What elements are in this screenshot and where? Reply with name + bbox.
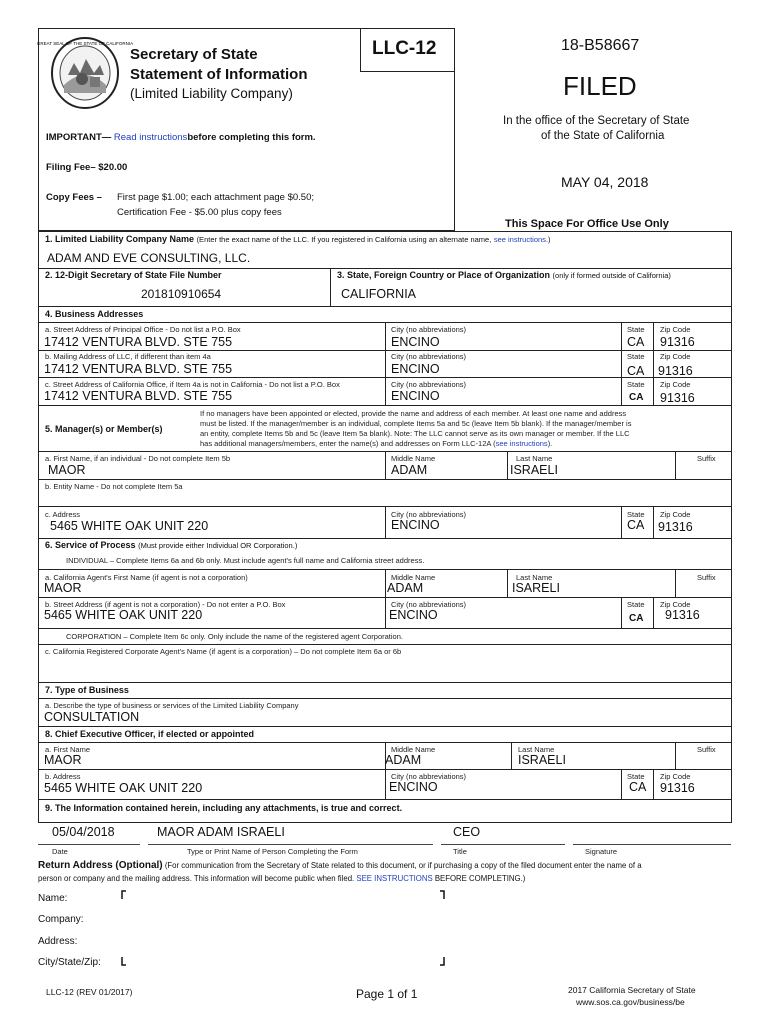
item3-label-text: 3. State, Foreign Country or Place of Organization bbox=[337, 270, 551, 280]
return-csz-label: City/State/Zip: bbox=[38, 957, 101, 968]
item6a-label: a. California Agent's First Name (if agent is not a corporation) bbox=[45, 573, 248, 582]
item1-instructions-link[interactable]: see instructions bbox=[493, 235, 546, 244]
item6a-last-value[interactable]: ISARELI bbox=[512, 581, 560, 595]
item6b-zip-value[interactable]: 91316 bbox=[665, 608, 700, 622]
filed-date: MAY 04, 2018 bbox=[561, 174, 649, 190]
divider bbox=[38, 726, 732, 727]
signer-title-value[interactable]: CEO bbox=[453, 825, 481, 839]
divider bbox=[621, 769, 622, 799]
footer-form-rev: LLC-12 (REV 01/2017) bbox=[46, 987, 133, 997]
copy-fees-line2: Certification Fee - $5.00 plus copy fees bbox=[117, 207, 282, 218]
item8a-middle-value[interactable]: ADAM bbox=[385, 753, 422, 767]
item6b-state-value[interactable]: CA bbox=[629, 613, 644, 624]
item8b-city-label: City (no abbreviations) bbox=[391, 772, 467, 781]
item4c-zip-label: Zip Code bbox=[660, 380, 691, 389]
item6-individual: INDIVIDUAL – Complete Items 6a and 6b only. Must include agent's full name and California street address. bbox=[66, 556, 425, 565]
divider bbox=[385, 597, 386, 628]
item5-note-1: If no managers have been appointed or elected, provide the name and address of each member. At least one name and address bbox=[200, 409, 627, 418]
header-title-2: Statement of Information bbox=[130, 66, 308, 83]
file-number-value[interactable]: 201810910654 bbox=[141, 287, 222, 301]
important-rest: before completing this form. bbox=[187, 132, 316, 143]
return-text-1: (For communication from the Secretary of State related to this document, or if purchasing a copy of the filed document enter the name of a bbox=[164, 861, 642, 870]
filed-stamp: FILED bbox=[563, 71, 637, 101]
divider bbox=[507, 451, 508, 479]
item5a-first-value[interactable]: MAOR bbox=[48, 463, 86, 477]
item4c-city-value[interactable]: ENCINO bbox=[391, 389, 440, 403]
return-address-text-2 bbox=[38, 875, 525, 883]
item6-label-text: 6. Service of Process bbox=[45, 540, 136, 550]
item5a-middle-value[interactable]: ADAM bbox=[391, 463, 428, 477]
item4b-zip-value[interactable]: 91316 bbox=[658, 364, 693, 378]
return-address-label: Address: bbox=[38, 936, 78, 947]
divider bbox=[675, 451, 676, 479]
item5-label: 5. Manager(s) or Member(s) bbox=[45, 424, 163, 434]
divider bbox=[385, 569, 386, 597]
item8a-last-value[interactable]: ISRAELI bbox=[518, 753, 566, 767]
item7a-label: a. Describe the type of business or services of the Limited Liability Company bbox=[45, 701, 299, 710]
header-title-3: (Limited Liability Company) bbox=[130, 86, 293, 101]
item4a-zip-label: Zip Code bbox=[660, 325, 691, 334]
item5c-state-value[interactable]: CA bbox=[627, 518, 645, 532]
divider bbox=[38, 306, 732, 307]
item6-label bbox=[45, 541, 297, 550]
item8b-address-value[interactable]: 5465 WHITE OAK UNIT 220 bbox=[44, 781, 203, 795]
item8a-first-value[interactable]: MAOR bbox=[44, 753, 82, 767]
file-number: 18-B58667 bbox=[561, 37, 640, 54]
return-address-heading bbox=[38, 861, 642, 871]
item4c-street-value[interactable]: 17412 VENTURA BLVD. STE 755 bbox=[44, 389, 233, 403]
divider bbox=[38, 479, 732, 480]
item8a-last-label: Last Name bbox=[518, 745, 555, 754]
item4-label: 4. Business Addresses bbox=[45, 309, 144, 319]
item9-label: 9. The Information contained herein, including any attachments, is true and correct. bbox=[45, 803, 403, 813]
item6b-label: b. Street Address (if agent is not a corporation) - Do not enter a P.O. Box bbox=[45, 600, 286, 609]
item4b-city-label: City (no abbreviations) bbox=[391, 352, 467, 361]
item5c-label: c. Address bbox=[45, 510, 81, 519]
business-type-value[interactable]: CONSULTATION bbox=[44, 710, 140, 724]
llc-name-value[interactable]: ADAM AND EVE CONSULTING, LLC. bbox=[47, 251, 251, 265]
item8b-label: b. Address bbox=[45, 772, 81, 781]
divider bbox=[38, 644, 732, 645]
divider bbox=[38, 377, 732, 378]
divider bbox=[330, 268, 331, 306]
item4a-street-value[interactable]: 17412 VENTURA BLVD. STE 755 bbox=[44, 335, 233, 349]
item6a-middle-label: Middle Name bbox=[391, 573, 436, 582]
filing-fee: Filing Fee– $20.00 bbox=[46, 162, 128, 173]
item5a-last-label: Last Name bbox=[516, 454, 553, 463]
item6b-zip-label: Zip Code bbox=[660, 600, 691, 609]
name-line bbox=[148, 844, 433, 845]
divider bbox=[385, 322, 386, 405]
item4a-state-value[interactable]: CA bbox=[627, 335, 645, 349]
item5-note-4-text: has additional managers/members, enter the name(s) and addresses on Form LLC-12A ( bbox=[200, 439, 496, 448]
item4c-state-label: State bbox=[627, 380, 645, 389]
divider bbox=[507, 569, 508, 597]
item6a-suffix-label: Suffix bbox=[697, 573, 716, 582]
item4a-city-value[interactable]: ENCINO bbox=[391, 335, 440, 349]
item1-note: (Enter the exact name of the LLC. If you registered in California using an alternate name, bbox=[196, 235, 492, 244]
office-line1: In the office of the Secretary of State bbox=[503, 115, 690, 127]
divider bbox=[621, 322, 622, 405]
divider bbox=[38, 628, 732, 629]
item4a-zip-value[interactable]: 91316 bbox=[660, 335, 695, 349]
divider bbox=[385, 451, 386, 479]
item6b-city-label: City (no abbreviations) bbox=[391, 600, 467, 609]
item4a-city-label: City (no abbreviations) bbox=[391, 325, 467, 334]
divider bbox=[385, 769, 386, 799]
item5c-address-value[interactable]: 5465 WHITE OAK UNIT 220 bbox=[50, 519, 209, 533]
item4c-label: c. Street Address of California Office, if Item 4a is not in California - Do not list a P.O. Box bbox=[45, 380, 340, 389]
item3-label bbox=[337, 271, 671, 280]
divider bbox=[38, 350, 732, 351]
divider bbox=[675, 569, 676, 597]
divider bbox=[38, 405, 732, 406]
return-text-2: person or company and the mailing address. This information will become public when filed. bbox=[38, 874, 355, 883]
return-text-end: BEFORE COMPLETING.) bbox=[434, 874, 526, 883]
item8b-state-value[interactable]: CA bbox=[629, 780, 647, 794]
divider bbox=[653, 506, 654, 538]
title-caption: Title bbox=[453, 847, 467, 856]
item4b-city-value[interactable]: ENCINO bbox=[391, 362, 440, 376]
divider bbox=[38, 682, 732, 683]
item8b-zip-label: Zip Code bbox=[660, 772, 691, 781]
office-use-only: This Space For Office Use Only bbox=[505, 218, 669, 230]
date-caption: Date bbox=[52, 847, 68, 856]
item5-instructions-link[interactable]: see instructions bbox=[495, 439, 548, 448]
item5a-label: a. First Name, if an individual - Do not complete Item 5b bbox=[45, 454, 231, 463]
divider bbox=[621, 597, 622, 628]
divider bbox=[653, 322, 654, 405]
divider bbox=[38, 268, 732, 269]
office-line2: of the State of California bbox=[541, 130, 665, 142]
item5c-zip-label: Zip Code bbox=[660, 510, 691, 519]
item4c-state-value[interactable]: CA bbox=[629, 392, 644, 403]
divider bbox=[653, 597, 654, 628]
svg-text:GREAT SEAL OF THE STATE OF CAL: GREAT SEAL OF THE STATE OF CALIFORNIA bbox=[36, 41, 134, 46]
item5c-city-value[interactable]: ENCINO bbox=[391, 518, 440, 532]
footer-copyright: 2017 California Secretary of State bbox=[568, 985, 696, 995]
item5b-label: b. Entity Name - Do not complete Item 5a bbox=[45, 482, 183, 491]
title-line bbox=[441, 844, 565, 845]
read-instructions-link[interactable]: Read instructions bbox=[113, 132, 188, 143]
item6a-first-value[interactable]: MAOR bbox=[44, 581, 82, 595]
return-company-label: Company: bbox=[38, 914, 84, 925]
divider bbox=[38, 799, 732, 800]
item5-note-3: an entity, complete Items 5b and 5c (leave Item 5a blank). Note: The LLC cannot serve as its own manager or member. If the LLC bbox=[200, 429, 630, 438]
item6c-label: c. California Registered Corporate Agent's Name (if agent is a corporation) – Do not complete Item 6a or 6b bbox=[45, 647, 402, 656]
divider bbox=[511, 742, 512, 769]
footer-page: Page 1 of 1 bbox=[356, 987, 418, 1001]
item5-note-end: ). bbox=[547, 439, 553, 448]
header-title-1: Secretary of State bbox=[130, 46, 258, 63]
item4a-label: a. Street Address of Principal Office - Do not list a P.O. Box bbox=[45, 325, 241, 334]
item4b-zip-label: Zip Code bbox=[660, 352, 691, 361]
divider bbox=[621, 506, 622, 538]
item4b-street-value[interactable]: 17412 VENTURA BLVD. STE 755 bbox=[44, 362, 233, 376]
item5a-suffix-label: Suffix bbox=[697, 454, 716, 463]
item5-note-2: must be listed. If the manager/member is an individual, complete Items 5a and 5c (leave Item 5b blank). If the manager/member is bbox=[200, 419, 632, 428]
footer-url[interactable]: www.sos.ca.gov/business/be bbox=[576, 997, 685, 1007]
state-seal-logo bbox=[36, 35, 134, 111]
divider bbox=[675, 742, 676, 769]
return-address-field[interactable] bbox=[120, 889, 450, 971]
return-name-label: Name: bbox=[38, 893, 68, 904]
return-heading-text: Return Address (Optional) bbox=[38, 860, 163, 871]
item5c-city-label: City (no abbreviations) bbox=[391, 510, 467, 519]
divider bbox=[385, 506, 386, 538]
signer-name-value[interactable]: MAOR ADAM ISRAELI bbox=[157, 825, 285, 839]
item5c-zip-value[interactable]: 91316 bbox=[658, 520, 693, 534]
organization-place-value[interactable]: CALIFORNIA bbox=[341, 287, 417, 301]
divider bbox=[653, 769, 654, 799]
item5a-last-value[interactable]: ISRAELI bbox=[510, 463, 558, 477]
item8b-state-label: State bbox=[627, 772, 645, 781]
item3-note: (only if formed outside of California) bbox=[552, 271, 671, 280]
item8a-label: a. First Name bbox=[45, 745, 91, 754]
important-line bbox=[46, 132, 316, 143]
form-code: LLC-12 bbox=[372, 38, 437, 59]
item6b-city-value[interactable]: ENCINO bbox=[389, 608, 438, 622]
item7-label: 7. Type of Business bbox=[45, 685, 129, 695]
item5a-middle-label: Middle Name bbox=[391, 454, 436, 463]
item6b-address-value[interactable]: 5465 WHITE OAK UNIT 220 bbox=[44, 608, 203, 622]
item8a-middle-label: Middle Name bbox=[391, 745, 436, 754]
item4b-state-label: State bbox=[627, 352, 645, 361]
item1-label bbox=[45, 235, 551, 244]
item1-note-end: .) bbox=[545, 235, 551, 244]
item8-label: 8. Chief Executive Officer, if elected or appointed bbox=[45, 729, 255, 739]
item5c-state-label: State bbox=[627, 510, 645, 519]
signature-caption: Signature bbox=[585, 847, 618, 856]
signature-date-value[interactable]: 05/04/2018 bbox=[52, 825, 115, 839]
item6-note: (Must provide either Individual OR Corporation.) bbox=[138, 541, 298, 550]
item4b-state-value[interactable]: CA bbox=[627, 364, 645, 378]
copy-fees-line1: First page $1.00; each attachment page $0.50; bbox=[117, 192, 314, 203]
item6a-last-label: Last Name bbox=[516, 573, 553, 582]
item8b-zip-value[interactable]: 91316 bbox=[660, 781, 695, 795]
item4b-label: b. Mailing Address of LLC, if different than item 4a bbox=[45, 352, 211, 361]
item2-label: 2. 12-Digit Secretary of State File Number bbox=[45, 270, 222, 280]
date-line bbox=[38, 844, 140, 845]
item8a-suffix-label: Suffix bbox=[697, 745, 716, 754]
signature-line[interactable] bbox=[573, 844, 731, 845]
item1-label-text: 1. Limited Liability Company Name bbox=[45, 234, 195, 244]
item4c-zip-value[interactable]: 91316 bbox=[660, 391, 695, 405]
item6b-state-label: State bbox=[627, 600, 645, 609]
item5-note-4 bbox=[200, 440, 552, 448]
divider bbox=[38, 698, 732, 699]
item6a-middle-value[interactable]: ADAM bbox=[387, 581, 424, 595]
name-caption: Type or Print Name of Person Completing the Form bbox=[187, 847, 358, 856]
important-label: IMPORTANT— bbox=[46, 132, 112, 143]
divider bbox=[38, 538, 732, 539]
item8b-city-value[interactable]: ENCINO bbox=[389, 780, 438, 794]
item4a-state-label: State bbox=[627, 325, 645, 334]
item4c-city-label: City (no abbreviations) bbox=[391, 380, 467, 389]
item6-corporation: CORPORATION – Complete Item 6c only. Only include the name of the registered agent Corporation. bbox=[66, 632, 403, 641]
copy-fees-label: Copy Fees – bbox=[46, 192, 102, 203]
return-instructions-link[interactable]: SEE INSTRUCTIONS bbox=[356, 874, 433, 883]
